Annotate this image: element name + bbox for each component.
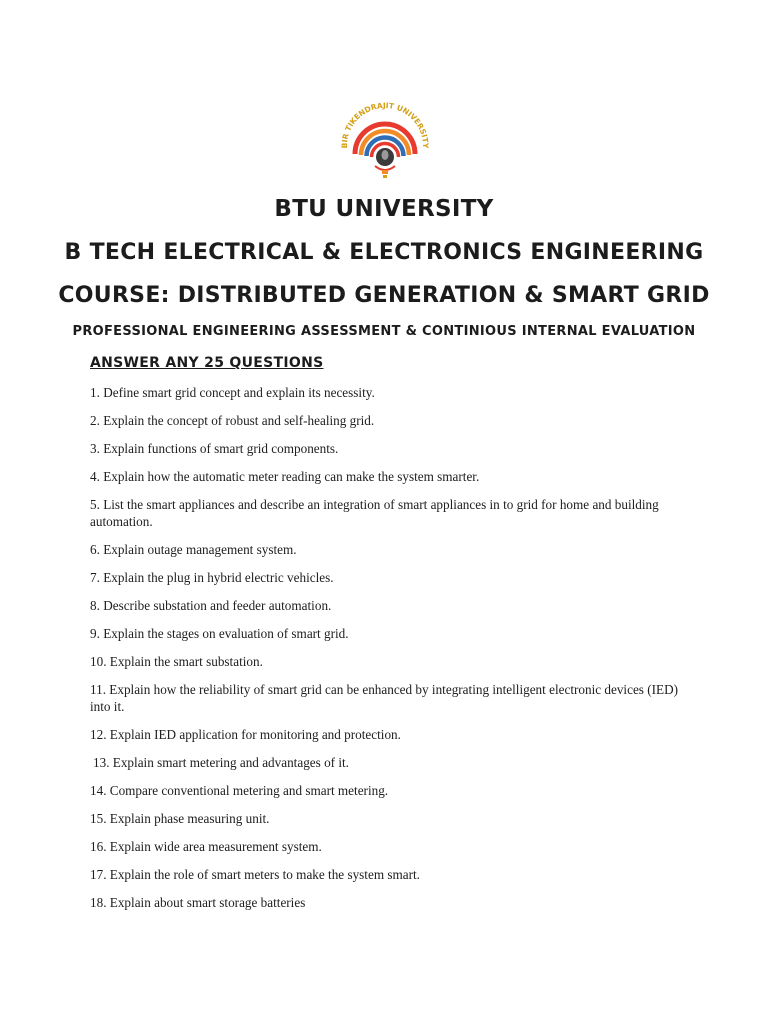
question-item: 12. Explain IED application for monitoring and protection. bbox=[90, 727, 401, 742]
course-title: COURSE: DISTRIBUTED GENERATION & SMART GRID bbox=[58, 283, 710, 308]
question-item: 6. Explain outage management system. bbox=[90, 542, 297, 557]
question-item: 8. Describe substation and feeder automation. bbox=[90, 598, 332, 613]
question-item: 14. Compare conventional metering and smart metering. bbox=[90, 783, 389, 798]
question-item: 1. Define smart grid concept and explain its necessity. bbox=[90, 385, 375, 400]
question-item: 3. Explain functions of smart grid components. bbox=[90, 441, 339, 456]
question-item: 4. Explain how the automatic meter reading can make the system smarter. bbox=[90, 469, 480, 484]
question-list bbox=[90, 384, 690, 922]
question-item: 9. Explain the stages on evaluation of smart grid. bbox=[90, 626, 349, 641]
question-item: 10. Explain the smart substation. bbox=[90, 654, 263, 669]
university-title: BTU UNIVERSITY bbox=[274, 196, 494, 222]
logo-lettering: BIR TIKENDRAJIT UNIVERSITY bbox=[339, 102, 431, 149]
question-item: 18. Explain about smart storage batteries bbox=[90, 895, 306, 910]
question-item: 11. Explain how the reliability of smart grid can be enhanced by integrating intelligent electronic devices (IED) into it. bbox=[90, 682, 678, 714]
question-item: 2. Explain the concept of robust and self-healing grid. bbox=[90, 413, 375, 428]
instruction-heading: ANSWER ANY 25 QUESTIONS bbox=[90, 355, 324, 371]
assessment-title: PROFESSIONAL ENGINEERING ASSESSMENT & CONTINIOUS INTERNAL EVALUATION bbox=[72, 324, 696, 339]
question-item: 16. Explain wide area measurement system. bbox=[90, 839, 322, 854]
program-title: B TECH ELECTRICAL & ELECTRONICS ENGINEERING bbox=[64, 240, 704, 265]
question-item: 15. Explain phase measuring unit. bbox=[90, 811, 270, 826]
university-logo bbox=[338, 102, 432, 182]
question-item: 7. Explain the plug in hybrid electric vehicles. bbox=[90, 570, 334, 585]
question-item: 5. List the smart appliances and describe an integration of smart appliances in to grid for home and building automation. bbox=[90, 497, 659, 529]
question-item: 13. Explain smart metering and advantages of it. bbox=[93, 755, 349, 770]
question-item: 17. Explain the role of smart meters to make the system smart. bbox=[90, 867, 420, 882]
